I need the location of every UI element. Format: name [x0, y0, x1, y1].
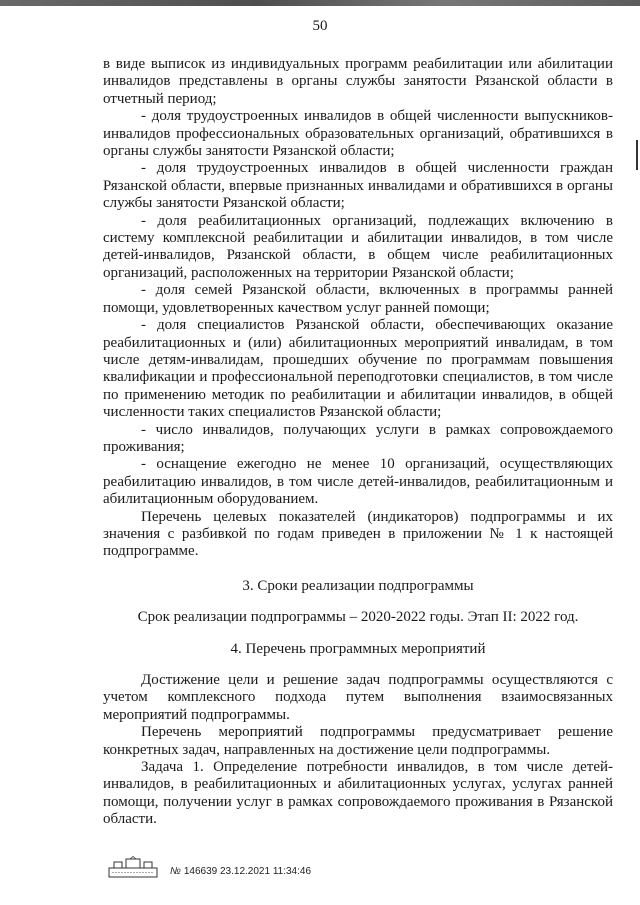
list-item: - доля реабилитационных организаций, подлежащих включению в систему комплексной реабилитации и абилитации инвалидов, в том числе детей-инвалидов, Рязанской области, в общем числе реабилитационных организаций, расположенных на территории Рязанской области; [103, 212, 613, 281]
footer [108, 856, 528, 880]
scan-edge-top [0, 0, 640, 6]
section-3-text: Срок реализации подпрограммы – 2020-2022 годы. Этап II: 2022 год. [137, 609, 579, 626]
page-number: 50 [312, 18, 328, 34]
list-item: - доля трудоустроенных инвалидов в общей численности граждан Рязанской области, впервые признанных инвалидами и обратившихся в органы службы занятости Рязанской области; [103, 160, 613, 212]
list-item: - число инвалидов, получающих услуги в рамках сопровождаемого проживания; [103, 421, 613, 455]
document-body [103, 56, 613, 829]
paragraph: Перечень целевых показателей (индикаторов) подпрограммы и их значения с разбивкой по годам приведен в приложении № 1 к настоящей подпрограмме. [103, 508, 613, 560]
paragraph: Задача 1. Определение потребности инвалидов, в том числе детей-инвалидов, в реабилитационных и абилитационных услугах, услугах ранней помощи, получении услуг в рамках сопровождаемого проживания в Рязанской области. [103, 759, 613, 828]
section-heading-3: 3. Сроки реализации подпрограммы [242, 577, 474, 594]
number-sign: № [170, 866, 181, 877]
registration-text: 146639 23.12.2021 11:34:46 [183, 866, 312, 877]
list-item: - доля семей Рязанской области, включенных в программы ранней помощи, удовлетворенных качеством услуг ранней помощи; [103, 282, 613, 316]
list-item: - доля трудоустроенных инвалидов в общей численности выпускников-инвалидов профессиональных образовательных организаций, обратившихся в органы службы занятости Рязанской области; [103, 108, 613, 160]
list-item: - доля специалистов Рязанской области, обеспечивающих оказание реабилитационных и (или) абилитационных мероприятий инвалидам, в том числе детям-инвалидам, прошедших обучение по программам повышения квалификации и профессиональной переподготовки специалистов, в том числе по применению методик по реабилитации и абилитации инвалидов, в общей численности таких специалистов Рязанской области; [103, 317, 613, 421]
paragraph-continuation: в виде выписок из индивидуальных программ реабилитации или абилитации инвалидов представлены в органы службы занятости Рязанской области в отчетный период; [103, 56, 613, 107]
section-heading-4: 4. Перечень программных мероприятий [230, 640, 486, 657]
document-registration-number [170, 866, 311, 877]
paragraph: Достижение цели и решение задач подпрограммы осуществляются с учетом комплексного подхода путем выполнения взаимосвязанных мероприятий подпрограммы. [103, 672, 613, 723]
scan-edge-right [631, 140, 638, 170]
registry-stamp-icon [108, 856, 158, 880]
list-item: - оснащение ежегодно не менее 10 организаций, осуществляющих реабилитацию инвалидов, в том числе детей-инвалидов, реабилитационным и абилитационным оборудованием. [103, 456, 613, 508]
paragraph: Перечень мероприятий подпрограммы предусматривает решение конкретных задач, направленных на достижение цели подпрограммы. [103, 724, 613, 758]
